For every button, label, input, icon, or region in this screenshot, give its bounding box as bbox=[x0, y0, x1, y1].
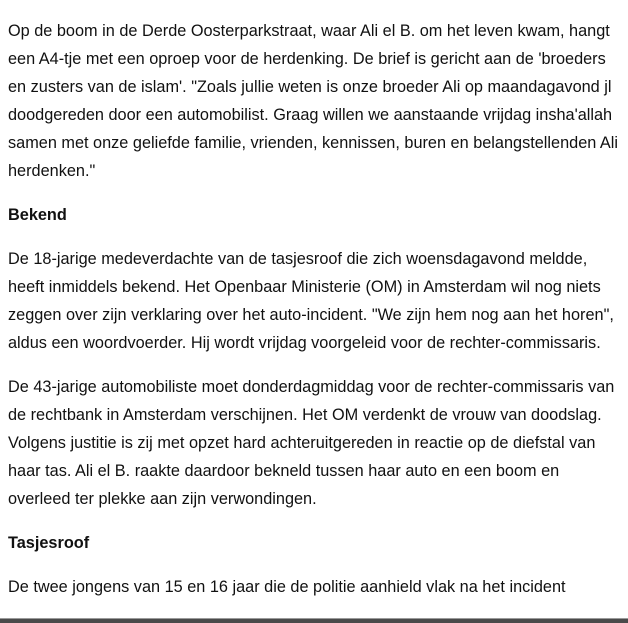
article-paragraph: De 43-jarige automobiliste moet donderdagmiddag voor de rechter-commissaris van de rechtbank in Amsterdam verschijnen. Het OM verdenkt de vrouw van doodslag. Volgens justitie is zij met opzet hard achteruitgereden in reactie op de diefstal van haar tas. Ali el B. raakte daardoor bekneld tussen haar auto en een boom en overleed ter plekke aan zijn verwondingen. bbox=[8, 378, 615, 508]
article-paragraph: De 18-jarige medeverdachte van de tasjesroof die zich woensdagavond meldde, heeft inmiddels bekend. Het Openbaar Ministerie (OM) in Amsterdam wil nog niets zeggen over zijn verklaring over het auto-incident. "We zijn hem nog aan het horen", aldus een woordvoerder. Hij wordt vrijdag voorgeleid voor de rechter-commissaris. bbox=[8, 250, 614, 352]
section-heading-tasjesroof: Tasjesroof bbox=[8, 534, 90, 552]
article-paragraph-truncated: De twee jongens van 15 en 16 jaar die de politie aanhield vlak na het incident bbox=[8, 578, 566, 596]
window-bottom-edge bbox=[0, 618, 628, 623]
article-paragraph: Op de boom in de Derde Oosterparkstraat, waar Ali el B. om het leven kwam, hangt een A4-tje met een oproep voor de herdenking. De brief is gericht aan de 'broeders en zusters van de islam'. "Zoals jullie weten is onze broeder Ali op maandagavond jl doodgereden door een automobilist. Graag willen we aanstaande vrijdag insha'allah samen met onze geliefde familie, vrienden, kennissen, buren en belangstellenden Ali herdenken." bbox=[8, 22, 619, 180]
article-body bbox=[8, 17, 620, 617]
section-heading-bekend: Bekend bbox=[8, 206, 67, 224]
